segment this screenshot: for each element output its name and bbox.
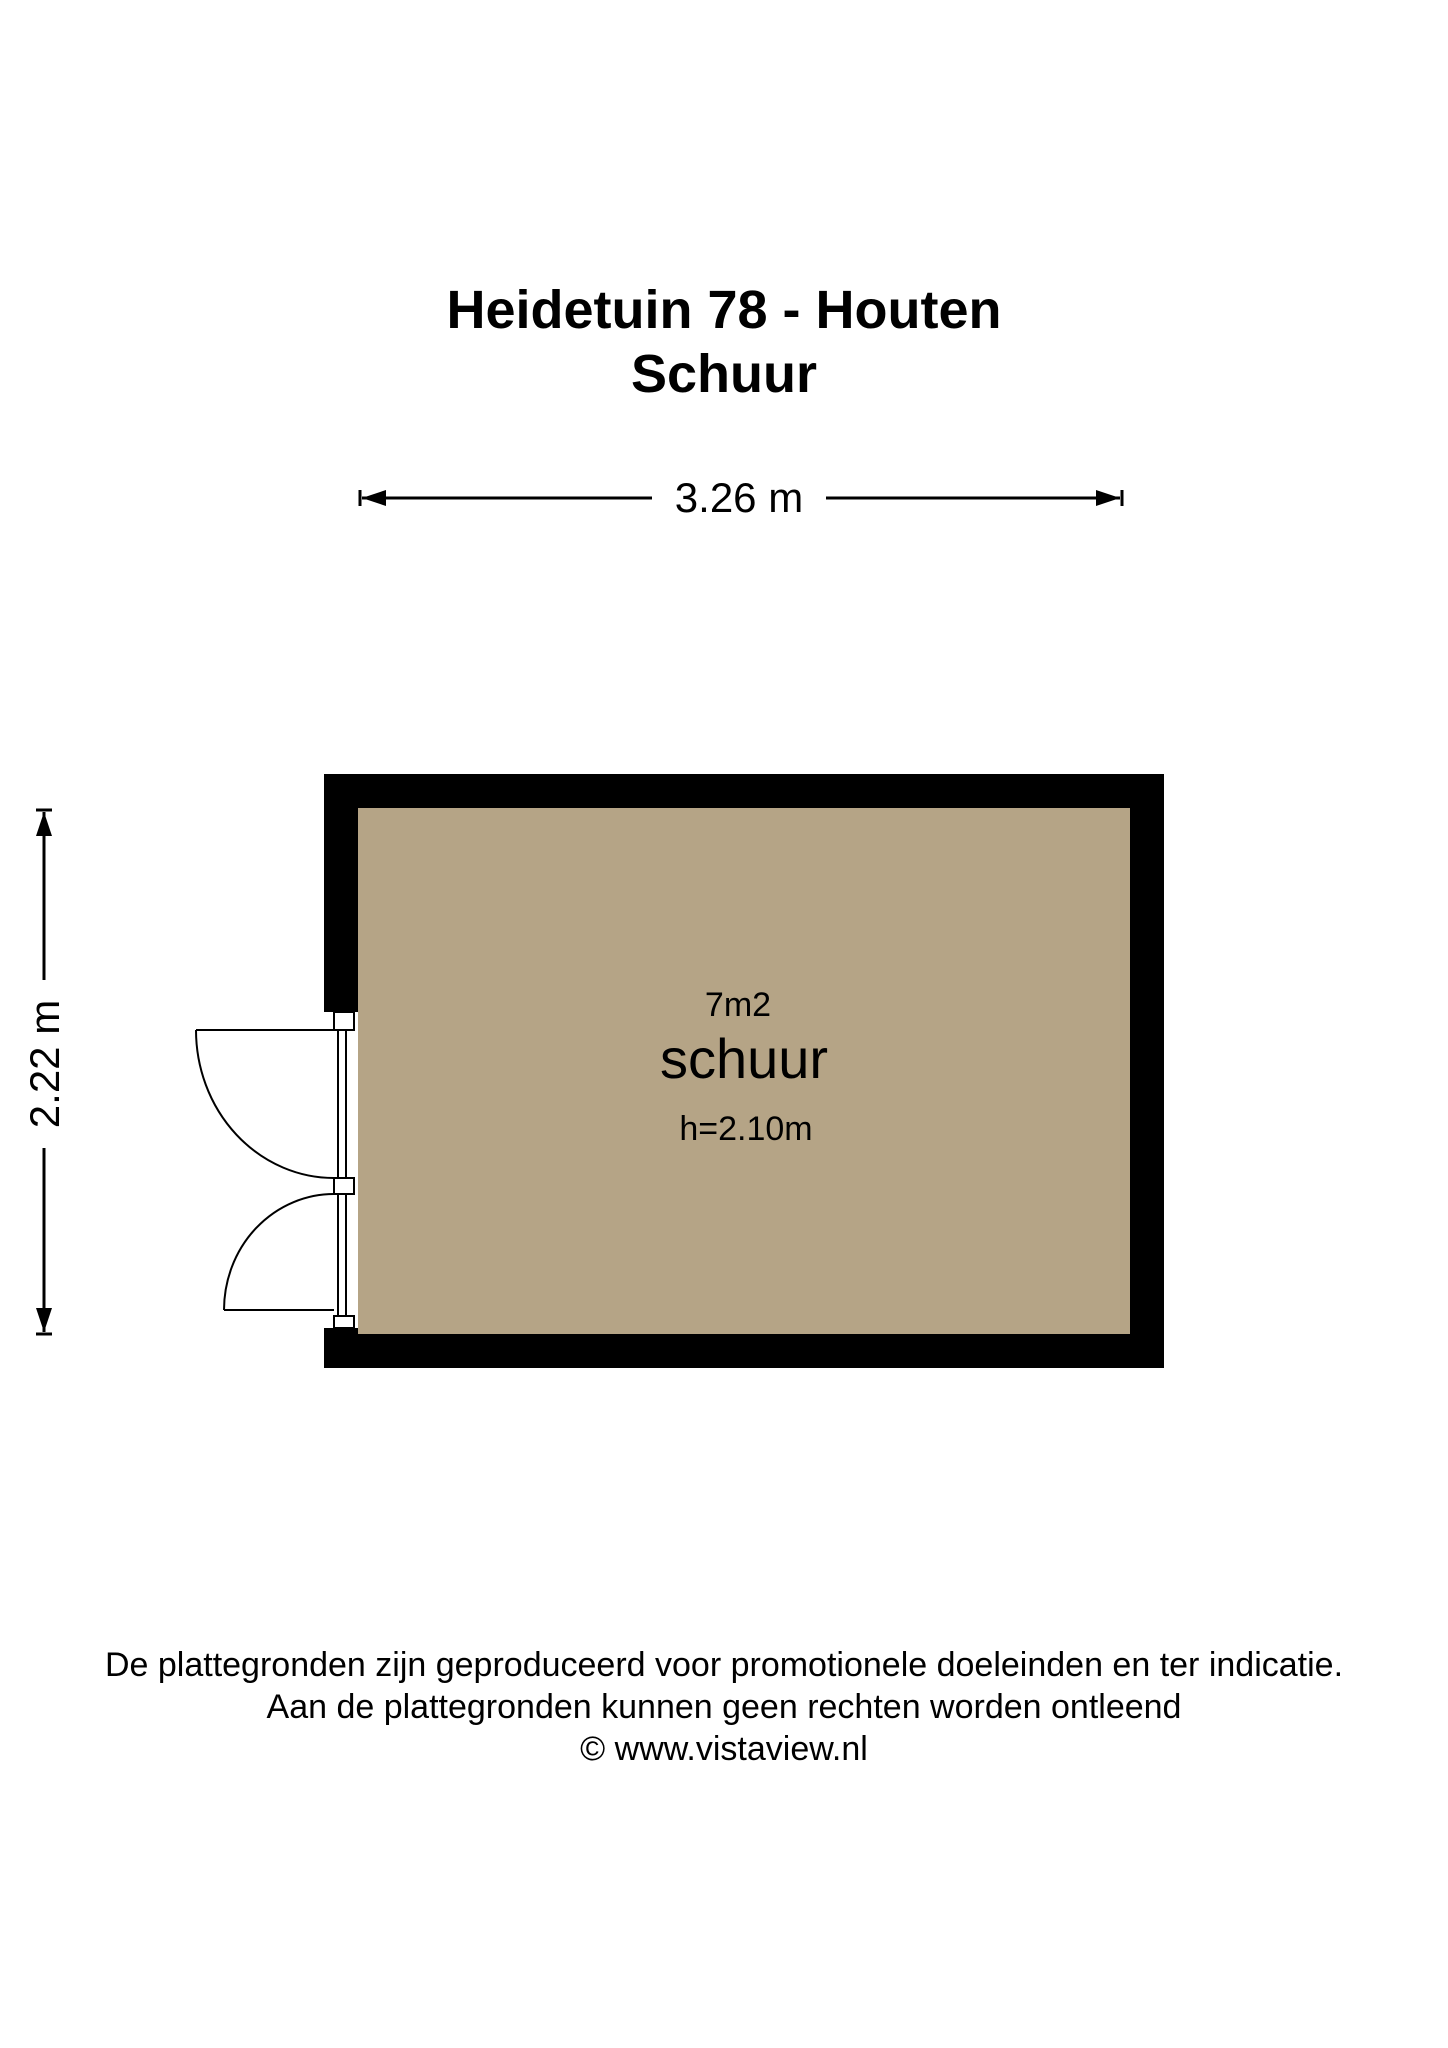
disclaimer-line-2: Aan de plattegronden kunnen geen rechten worden ontleend — [266, 1688, 1182, 1726]
width-label: 3.26 m — [674, 474, 804, 521]
room-name: schuur — [659, 1027, 829, 1090]
door-swing-upper — [196, 1030, 334, 1178]
width-dimension — [360, 474, 1122, 521]
copyright-line: © www.vistaview.nl — [580, 1730, 868, 1768]
door-swing-lower — [224, 1194, 334, 1310]
room-height: h=2.10m — [679, 1110, 813, 1148]
height-label: 2.22 m — [21, 999, 68, 1129]
disclaimer-line-1: De plattegronden zijn geproduceerd voor promotionele doeleinden en ter indicatie. — [104, 1646, 1344, 1684]
plan-subtitle: Schuur — [630, 344, 818, 404]
room-area: 7m2 — [704, 986, 772, 1024]
door-frame — [334, 1012, 354, 1328]
height-dimension — [21, 810, 68, 1334]
plan-title: Heidetuin 78 - Houten — [446, 280, 1002, 340]
